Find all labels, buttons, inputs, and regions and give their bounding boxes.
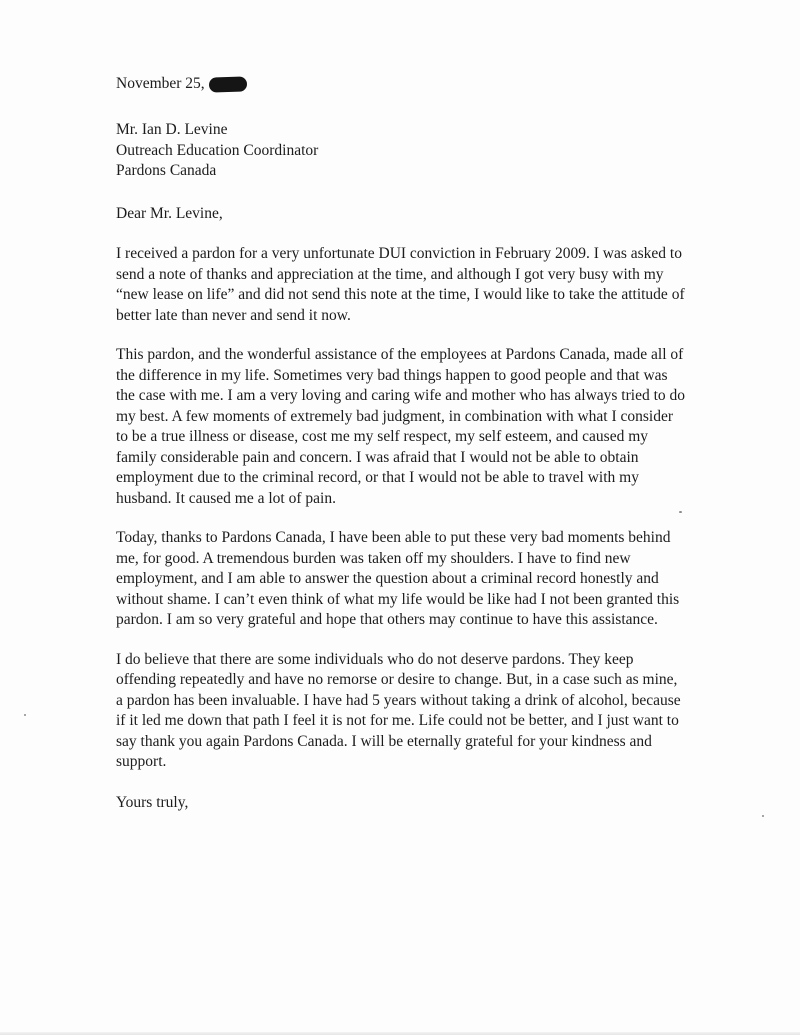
letter-date: November 25, (116, 75, 205, 93)
date-line (116, 74, 688, 95)
paragraph-1: I received a pardon for a very unfortunate DUI conviction in February 2009. I was asked to send a note of thanks and appreciation at the time, and although I got very busy with my “new lease on life” and did not send this note at the time, I would like to take the attitude of better late than never and send it now. (116, 245, 685, 324)
recipient-name: Mr. Ian D. Levine (116, 121, 228, 138)
letter-body (116, 74, 688, 813)
paragraph-3: Today, thanks to Pardons Canada, I have been able to put these very bad moments behind me, for good. A tremendous burden was taken off my shoulders. I have to find new employment, and I am able to answer the question about a criminal record honestly and without shame. I can’t even think of what my life would be like had I not been granted this pardon. I am so very grateful and hope that others may continue to have this assistance. (116, 529, 680, 628)
paragraph-4: I do believe that there are some individuals who do not deserve pardons. They keep offending repeatedly and have no remorse or desire to change. But, in a case such as mine, a pardon has been invaluable. I have had 5 years without taking a drink of alcohol, because if it led me down that path I feel it is not for me. Life could not be better, and I just want to say thank you again Pardons Canada. I will be eternally grateful for your kindness and support. (116, 650, 681, 770)
closing: Yours truly, (116, 793, 189, 811)
scan-speck (24, 714, 26, 716)
redacted-year-mark (208, 76, 247, 92)
scan-speck (679, 511, 682, 513)
scan-speck (762, 815, 764, 817)
recipient-organization: Pardons Canada (116, 162, 217, 179)
recipient-title: Outreach Education Coordinator (116, 141, 319, 159)
salutation: Dear Mr. Levine, (116, 204, 223, 222)
paragraph-2: This pardon, and the wonderful assistance of the employees at Pardons Canada, made all of the difference in my life. Sometimes very bad things happen to good people and that was the case with me. I am a very loving and caring wife and mother who has always tried to do my best. A few moments of extremely bad judgment, in combination with what I consider to be a true illness or disease, cost me my self respect, my self esteem, and caused my family considerable pain and concern. I was afraid that I would not be able to obtain employment due to the criminal record, or that I would not be able to travel with my husband. It caused me a lot of pain. (116, 346, 686, 507)
recipient-address (116, 120, 688, 182)
